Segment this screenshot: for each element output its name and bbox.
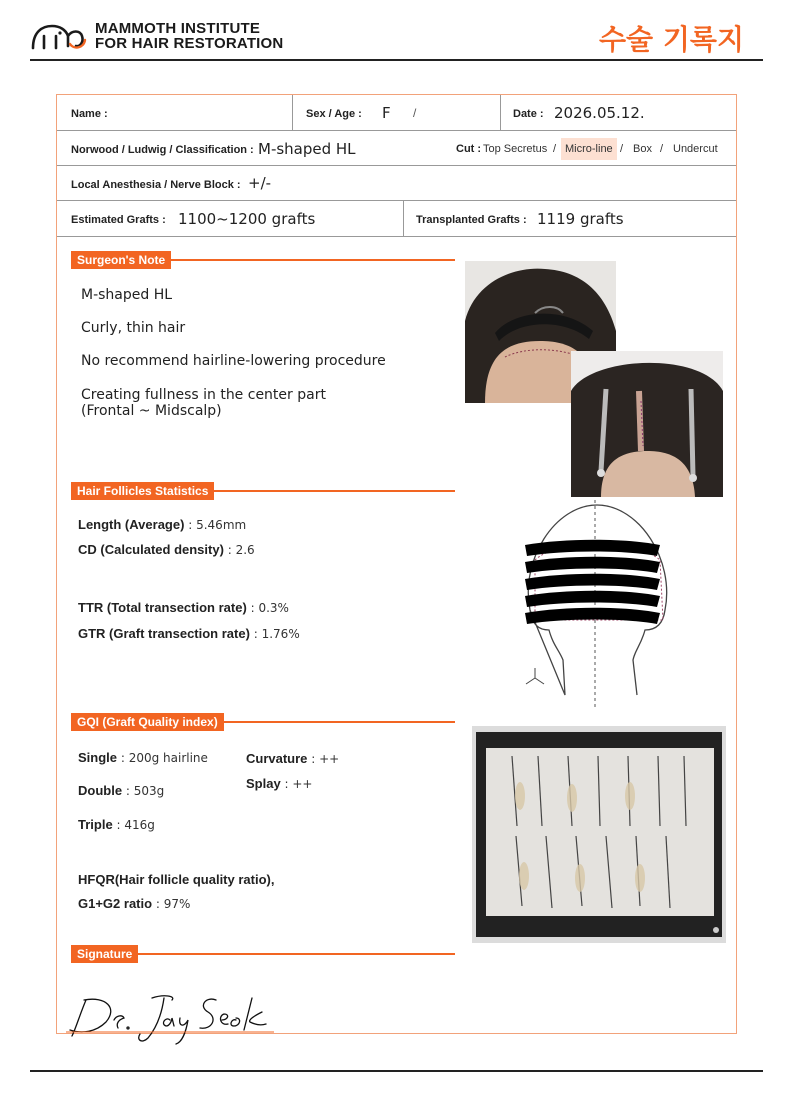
divider <box>403 201 404 237</box>
date-value[interactable]: 2026.05.12. <box>554 104 645 122</box>
name-label: Name : <box>71 108 108 120</box>
classification-label: Norwood / Ludwig / Classification : <box>71 144 254 156</box>
single-value: : 200g hairline <box>117 751 208 765</box>
cut-separator: / <box>620 143 624 155</box>
transplanted-grafts-label: Transplanted Grafts : <box>416 214 527 226</box>
institute-name <box>95 21 283 51</box>
length-value: : 5.46mm <box>184 518 247 532</box>
cut-option-micro-line[interactable]: Micro-line <box>561 138 617 160</box>
anesthesia-value[interactable]: +/- <box>248 174 272 192</box>
sex-value[interactable]: F <box>382 104 391 122</box>
sex-age-label: Sex / Age : <box>306 108 362 120</box>
gqi-title: GQI (Graft Quality index) <box>71 713 224 731</box>
hair-follicles-statistics-title: Hair Follicles Statistics <box>71 482 214 500</box>
double-label: Double <box>78 783 123 798</box>
top-view-photo <box>571 351 723 497</box>
graft-monitor-photo <box>472 726 726 943</box>
single-label: Single <box>78 750 118 765</box>
ttr-value: : 0.3% <box>246 601 289 615</box>
triple-label: Triple <box>78 817 113 832</box>
hfqr-stat <box>78 872 274 887</box>
ttr-label: TTR (Total transection rate) <box>78 600 247 615</box>
single-stat <box>78 750 208 765</box>
doctor-signature <box>66 990 276 1048</box>
cut-label: Cut : <box>456 143 482 155</box>
triple-value: : 416g <box>112 818 155 832</box>
note-line: Curly, thin hair <box>81 320 186 336</box>
logo-line-1: MAMMOTH INSTITUTE <box>95 20 261 37</box>
footer-divider <box>30 1070 763 1072</box>
cut-separator: / <box>553 143 557 155</box>
classification-value[interactable]: M-shaped HL <box>258 140 356 158</box>
age-separator: / <box>413 106 417 120</box>
splay-label: Splay <box>246 776 281 791</box>
note-line: M-shaped HL <box>81 287 173 303</box>
cd-label: CD (Calculated density) <box>78 542 224 557</box>
curvature-label: Curvature <box>246 751 308 766</box>
hfqr-label: HFQR(Hair follicle quality ratio), <box>78 872 275 887</box>
estimated-grafts-label: Estimated Grafts : <box>71 214 166 226</box>
transplanted-grafts-value[interactable]: 1119 grafts <box>537 210 624 228</box>
gtr-stat <box>78 626 300 641</box>
note-line: (Frontal ~ Midscalp) <box>81 403 222 419</box>
mammoth-logo-icon <box>30 20 88 50</box>
cut-separator: / <box>660 143 664 155</box>
triple-stat <box>78 817 155 832</box>
ratio-stat <box>78 896 190 911</box>
signature-title: Signature <box>71 945 138 963</box>
ratio-value: : 97% <box>152 897 191 911</box>
gtr-value: : 1.76% <box>249 627 300 641</box>
logo-line-2: FOR HAIR RESTORATION <box>95 35 284 52</box>
divider <box>292 95 293 131</box>
section-rule <box>219 721 455 723</box>
gtr-label: GTR (Graft transection rate) <box>78 626 250 641</box>
cut-option-top-secretus[interactable]: Top Secretus <box>483 143 548 155</box>
date-label: Date : <box>513 108 544 120</box>
length-label: Length (Average) <box>78 517 185 532</box>
cut-option-box[interactable]: Box <box>633 143 652 155</box>
double-stat <box>78 783 164 798</box>
cut-option-undercut[interactable]: Undercut <box>673 143 718 155</box>
ttr-stat <box>78 600 289 615</box>
section-rule <box>209 490 455 492</box>
note-line: Creating fullness in the center part <box>81 387 326 403</box>
note-line: No recommend hairline-lowering procedure <box>81 353 386 369</box>
splay-stat <box>246 776 312 791</box>
header-divider <box>30 59 763 61</box>
section-rule <box>166 259 455 261</box>
curvature-value: : ++ <box>307 752 340 766</box>
scalp-diagram <box>515 500 680 710</box>
splay-value: : ++ <box>280 777 313 791</box>
double-value: : 503g <box>122 784 165 798</box>
section-rule <box>138 953 455 955</box>
estimated-grafts-value[interactable]: 1100~1200 grafts <box>178 210 316 228</box>
cd-stat <box>78 542 255 557</box>
divider <box>500 95 501 131</box>
anesthesia-label: Local Anesthesia / Nerve Block : <box>71 179 241 191</box>
length-average-stat <box>78 517 246 532</box>
cd-value: : 2.6 <box>223 543 255 557</box>
surgeons-note-title: Surgeon's Note <box>71 251 171 269</box>
document-title: 수술 기록지 <box>599 23 744 56</box>
curvature-stat <box>246 751 339 766</box>
ratio-label: G1+G2 ratio <box>78 896 153 911</box>
